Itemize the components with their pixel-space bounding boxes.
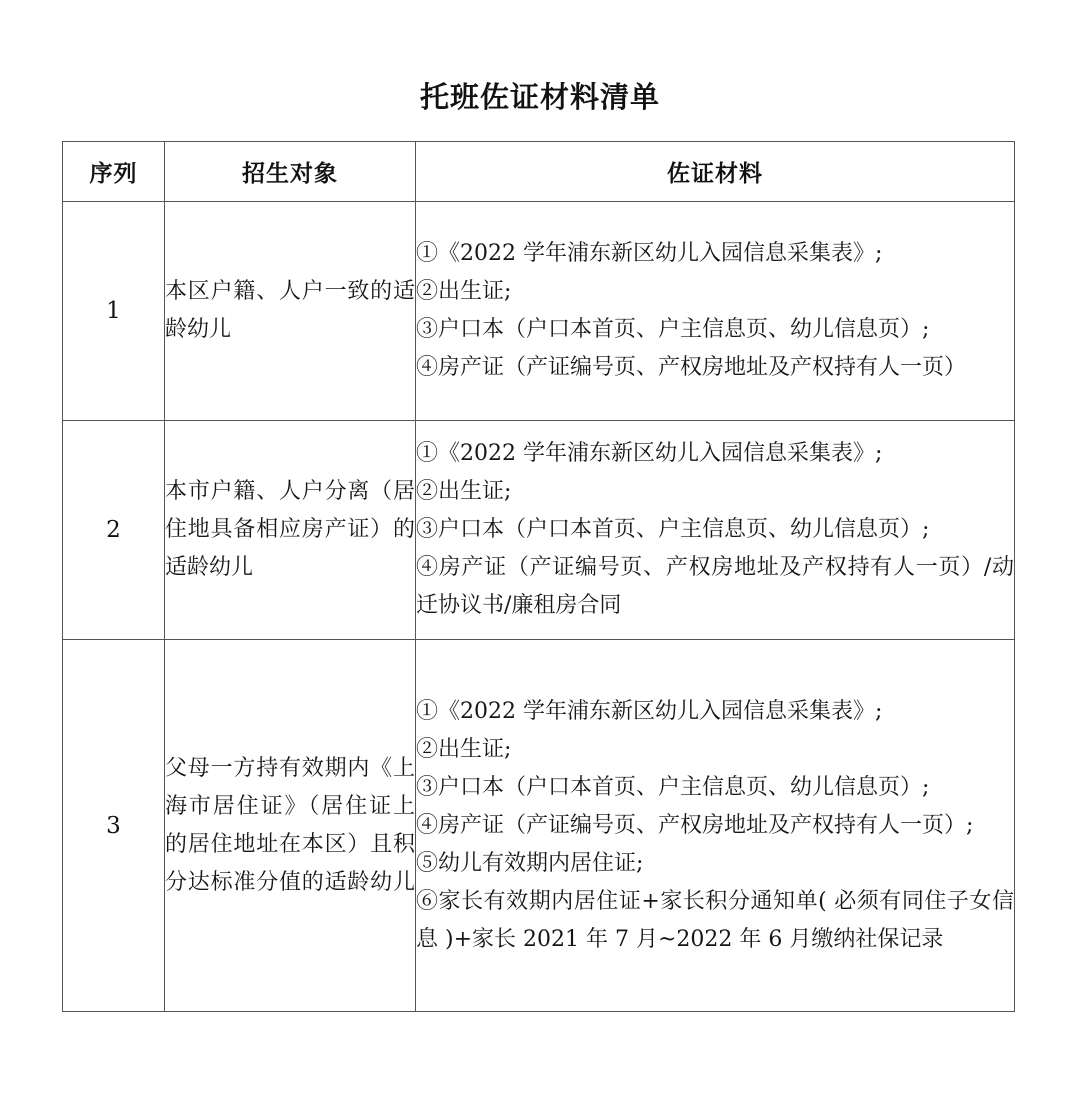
certification-materials-table <box>62 141 1015 1012</box>
table-row <box>63 202 1015 421</box>
row-materials <box>416 421 1015 640</box>
row-materials <box>416 202 1015 421</box>
table-row <box>63 421 1015 640</box>
row-admission-object <box>165 202 416 421</box>
row-sequence-number: 3 <box>63 640 165 1012</box>
column-header-materials: 佐证材料 <box>416 142 1015 202</box>
row-materials-text: ①《2022 学年浦东新区幼儿入园信息采集表》; ②出生证; ③户口本（户口本首页、户主信息页、幼儿信息页）; ④房产证（产证编号页、产权房地址及产权持有人一页）/动迁协议书/廉租房合同 <box>416 441 1014 618</box>
row-admission-object <box>165 640 416 1012</box>
row-admission-object-text: 本市户籍、人户分离（居住地具备相应房产证）的适龄幼儿 <box>165 479 415 580</box>
row-admission-object <box>165 421 416 640</box>
row-materials-text: ①《2022 学年浦东新区幼儿入园信息采集表》; ②出生证; ③户口本（户口本首页、户主信息页、幼儿信息页）; ④房产证（产证编号页、产权房地址及产权持有人一页）; ⑤幼儿有效期内居住证; ⑥家长有效期内居住证+家长积分通知单( 必须有同住子女信息 )+家长 2021 年 7 月~2022 年 6 月缴纳社保记录 <box>416 698 1014 952</box>
row-admission-object-text: 父母一方持有效期内《上海市居住证》（居住证上的居住地址在本区）且积分达标准分值的适龄幼儿 <box>165 755 415 895</box>
table-header-row <box>63 142 1015 202</box>
row-admission-object-text: 本区户籍、人户一致的适龄幼儿 <box>165 279 415 342</box>
column-header-sequence: 序列 <box>63 142 165 202</box>
table-row <box>63 640 1015 1012</box>
column-header-object: 招生对象 <box>165 142 416 202</box>
row-materials-text: ①《2022 学年浦东新区幼儿入园信息采集表》; ②出生证; ③户口本（户口本首页、户主信息页、幼儿信息页）; ④房产证（产证编号页、产权房地址及产权持有人一页） <box>416 241 967 380</box>
row-sequence-number: 1 <box>63 202 165 421</box>
row-sequence-number: 2 <box>63 421 165 640</box>
page-title: 托班佐证材料清单 <box>419 80 660 114</box>
row-materials <box>416 640 1015 1012</box>
